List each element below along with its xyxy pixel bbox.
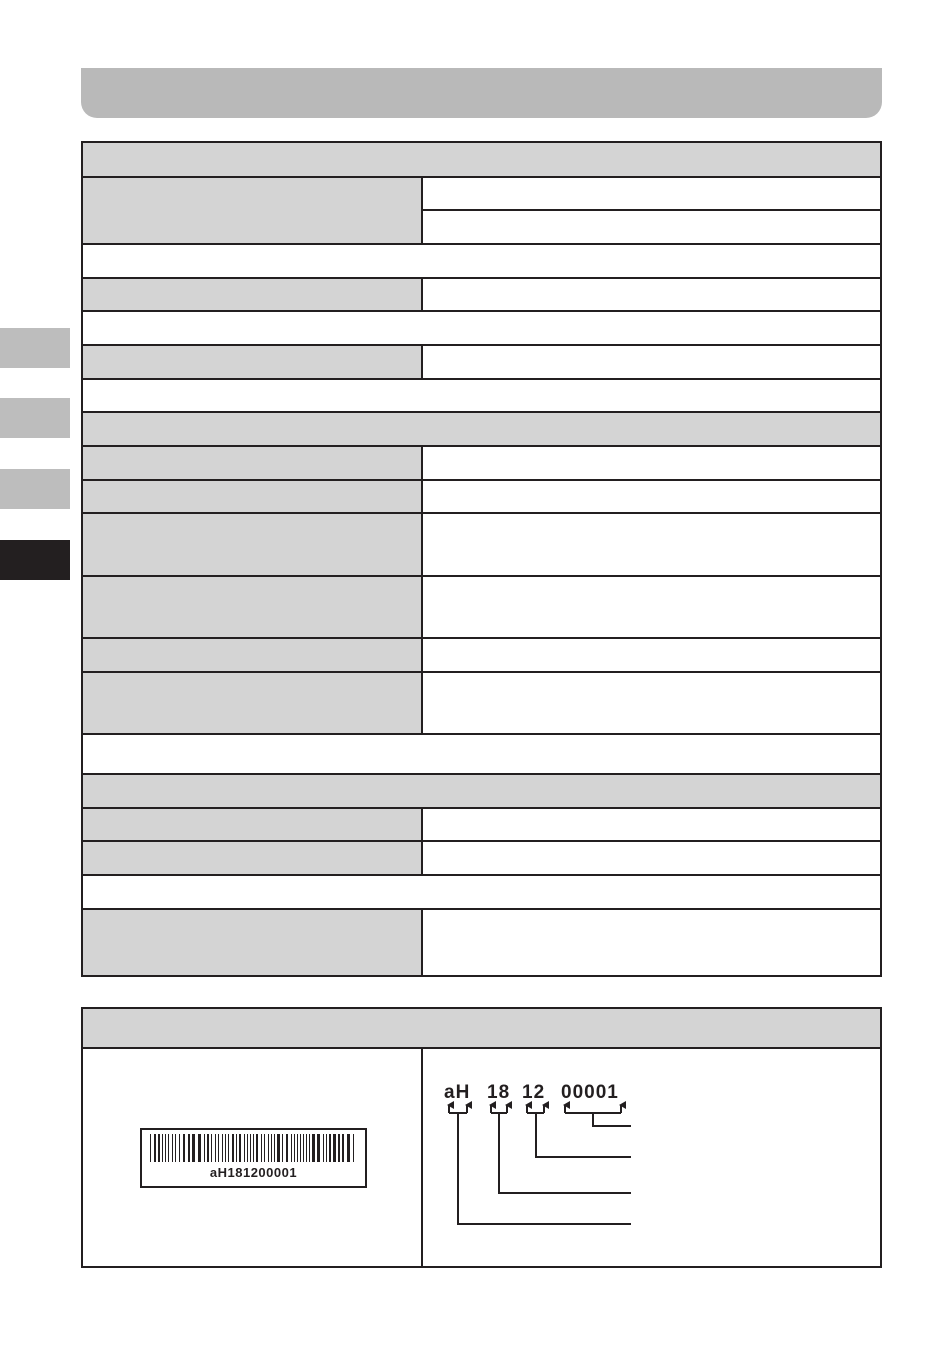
label-cell — [83, 177, 422, 243]
specifications-table — [81, 141, 882, 977]
column-divider — [421, 344, 423, 378]
row-divider — [83, 908, 880, 910]
section-header-2 — [83, 412, 880, 446]
row-divider — [83, 378, 880, 380]
label-cell — [83, 638, 422, 672]
label-cell — [83, 672, 422, 734]
section-header-text — [83, 143, 880, 155]
label-cell — [83, 576, 422, 638]
serial-segment-prefix: aH — [444, 1082, 471, 1103]
label-cell — [83, 480, 422, 513]
page-header-bar — [81, 68, 882, 118]
row-divider — [83, 575, 880, 577]
section-header-1 — [83, 143, 880, 177]
label-cell — [83, 841, 422, 875]
bracket-year — [491, 1105, 631, 1193]
side-tab-2[interactable] — [0, 398, 70, 438]
row-divider — [83, 671, 880, 673]
serial-segment-month: 12 — [522, 1082, 546, 1103]
column-divider — [421, 807, 423, 874]
serial-segment-year: 18 — [487, 1082, 511, 1103]
row-divider — [83, 733, 880, 735]
barcode-number-text: aH181200001 — [209, 1165, 298, 1180]
side-tab-active[interactable] — [0, 540, 70, 580]
bracket-prefix — [449, 1105, 631, 1224]
serial-number-table — [81, 1007, 882, 1268]
column-divider — [421, 277, 423, 311]
row-divider — [83, 874, 880, 876]
row-divider — [83, 773, 880, 775]
side-tab-1[interactable] — [0, 328, 70, 368]
row-divider — [83, 840, 880, 842]
row-divider — [83, 637, 880, 639]
row-divider — [83, 176, 880, 178]
label-cell — [83, 513, 422, 576]
column-divider — [421, 445, 423, 734]
row-divider — [83, 807, 880, 809]
section-header-3 — [83, 774, 880, 808]
label-cell — [83, 909, 422, 975]
row-divider — [83, 411, 880, 413]
label-cell — [83, 808, 422, 841]
serial-segment-sequence: 00001 — [561, 1082, 619, 1103]
row-divider — [83, 310, 880, 312]
label-cell — [83, 446, 422, 480]
side-tab-3[interactable] — [0, 469, 70, 509]
row-divider — [83, 344, 880, 346]
column-divider — [421, 176, 423, 243]
row-divider — [83, 445, 880, 447]
column-divider — [421, 908, 423, 975]
label-cell — [83, 277, 422, 311]
row-divider — [83, 479, 880, 481]
serial-breakdown-diagram — [83, 1009, 880, 1266]
row-divider — [422, 209, 880, 211]
row-divider — [83, 277, 880, 279]
bracket-sequence — [565, 1105, 631, 1126]
row-divider — [83, 512, 880, 514]
row-divider — [83, 243, 880, 245]
label-cell — [83, 344, 422, 378]
